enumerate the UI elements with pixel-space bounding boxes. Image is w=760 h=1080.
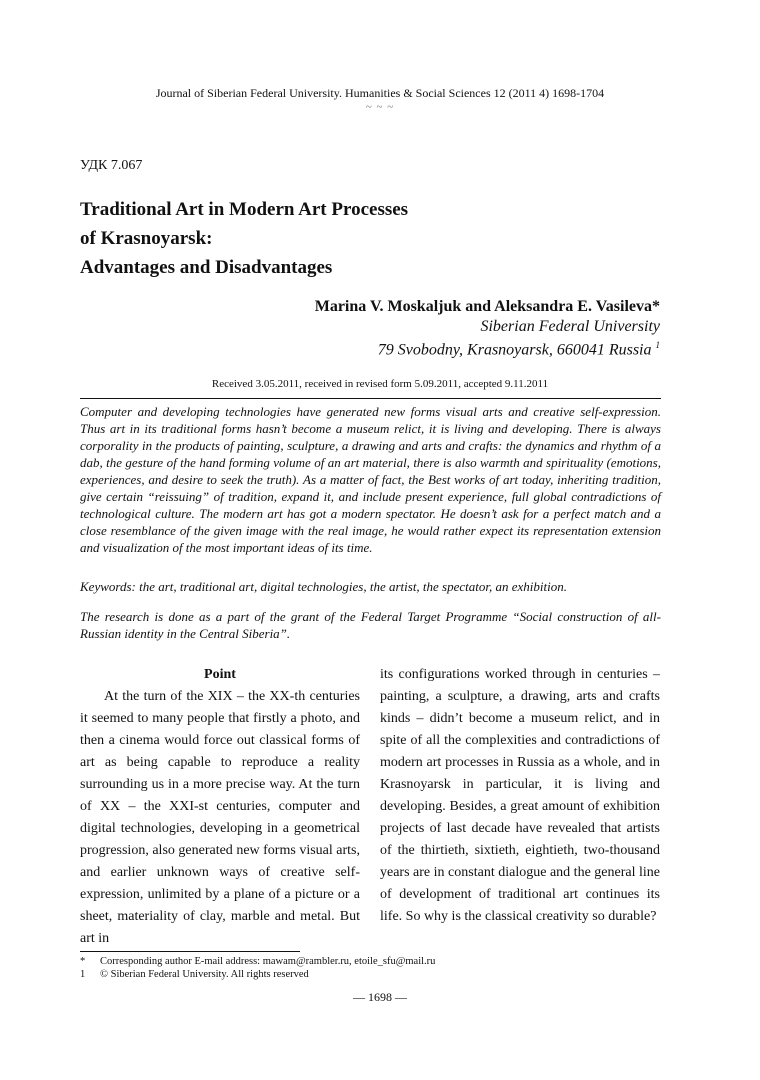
header-separator: ~ ~ ~ [365, 101, 395, 113]
page-number: — 1698 — [353, 990, 407, 1004]
title-line-3: Advantages and Disadvantages [80, 257, 333, 278]
title-line-1: Traditional Art in Modern Art Processes [80, 199, 409, 220]
body-paragraph-left: At the turn of the XIX – the XX-th centuries it seemed to many people that firstly a photo, and then a cinema would force out classical forms of art as being capable to reproduce a reality surrounding us in a more precise way. At the turn of XX – the XXI-st centuries, computer and digital technologies, developing in a geometrical progression, also generated new forms visual arts, and earlier unknown ways of creative self-expression, unlimited by a plane of a picture or a sheet, materiality of clay, marble and metal. But art in [80, 689, 360, 946]
body-paragraph-right: its configurations worked through in centuries – painting, a sculpture, a drawing, arts and crafts kinds – didn’t become a museum relict, and in spite of all the complexities and contradictions of modern art processes in Russia as a whole, and in Krasnoyarsk in particular, it is living and developing. Besides, a great amount of exhibition projects of last decade have revealed that artists of the thirtieth, sixtieth, eightieth, two-thousand years are in constant dialogue and the general line of development of traditional art continues its life. So why is the classical creativity so durable? [380, 667, 660, 924]
footnote-mark: * [80, 956, 86, 967]
footnote-text: Corresponding author E-mail address: mawam@rambler.ru, etoile_sfu@mail.ru [100, 956, 436, 967]
body-column-left [80, 664, 360, 950]
journal-header: Journal of Siberian Federal University. Humanities & Social Sciences 12 (2011 4) 1698-1704 [155, 86, 605, 100]
abstract: Computer and developing technologies have generated new forms visual arts and creative self-expression. Thus art in its traditional forms hasn’t become a museum relict, it is living and developing. There is always corporality in the products of painting, sculpture, a drawing and arts and crafts: the dynamics and rhythm of a dab, the gesture of the hand forming volume of an art material, there is also warmth and spirituality (emotions, experiences, and desire to seek the truth). As a matter of fact, the Best works of art today, inheriting tradition, give certain “reissuing” of tradition, expand it, and include present experience, full global contradictions of technological culture. The modern art has got a modern spectator. He doesn’t ask for a perfect match and a close resemblance of the given image with the real image, he would rather expect its representation extension and visualization of the most important ideas of its time. [80, 404, 661, 555]
footnote-text: © Siberian Federal University. All rights reserved [100, 969, 309, 980]
title-line-2: of Krasnoyarsk: [80, 228, 213, 249]
grant-note: The research is done as a part of the grant of the Federal Target Programme “Social construction of all-Russian identity in the Central Siberia”. [80, 609, 661, 641]
footnote-corresponding-author [80, 955, 435, 968]
footnote-copyright [80, 968, 309, 981]
affiliation-university: Siberian Federal University [480, 318, 660, 335]
footnote-rule [80, 951, 300, 952]
abstract-top-rule [80, 398, 661, 399]
address-text: 79 Svobodny, Krasnoyarsk, 660041 Russia [377, 341, 652, 359]
received-dates: Received 3.05.2011, received in revised form 5.09.2011, accepted 9.11.2011 [211, 378, 549, 390]
section-heading: Point [204, 667, 236, 682]
udc-code: УДК 7.067 [80, 158, 143, 173]
footnote-mark: 1 [80, 969, 86, 980]
affiliation-address [378, 340, 660, 359]
body-column-right [380, 664, 660, 928]
authors: Marina V. Moskaljuk and Aleksandra E. Vasileva* [314, 298, 660, 315]
affiliation-mark: 1 [655, 340, 660, 350]
paper-title [80, 195, 408, 282]
keywords: Keywords: the art, traditional art, digital technologies, the artist, the spectator, an exhibition. [80, 579, 567, 594]
